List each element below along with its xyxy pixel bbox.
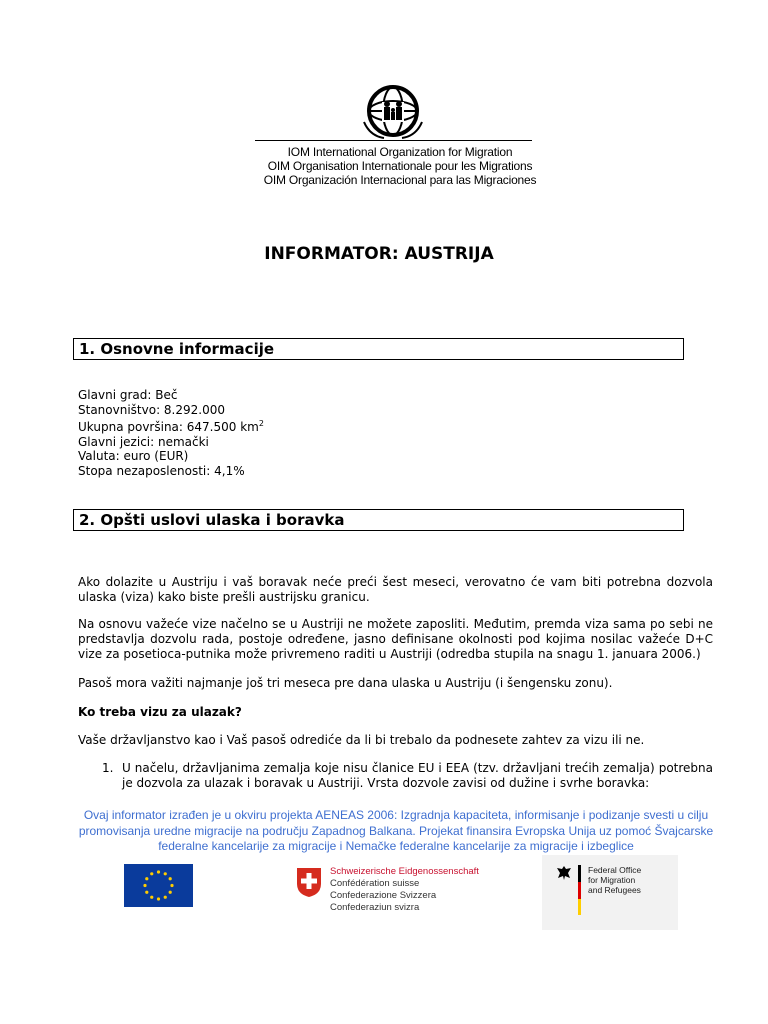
section-2-heading: 2. Opšti uslovi ulaska i boravka xyxy=(73,509,684,531)
document-title: INFORMATOR: AUSTRIJA xyxy=(264,244,494,264)
info-area-superscript: 2 xyxy=(258,419,264,428)
item-text: U načelu, državljanima zemalja koje nisu članice EU i EEA (tzv. državljani trećih zemalja) potrebna je dozvola za ulazak i boravak u Austriji. Vrsta dozvole zavisi od dužine i svrhe boravka: xyxy=(122,761,713,790)
swiss-line-fr: Confédération suisse xyxy=(330,878,420,889)
item-number: 1. xyxy=(102,761,114,775)
bamf-line-3: and Refugees xyxy=(588,885,641,895)
paragraph-stay: Ako dolazite u Austriju i vaš boravak neće preći šest meseci, verovatno će vam biti potrebna dozvola ulaska (viza) kako biste prešli austrijsku granicu. xyxy=(78,575,713,604)
swiss-line-de: Schweizerische Eidgenossenschaft xyxy=(330,866,479,877)
info-languages: Glavni jezici: nemački xyxy=(78,434,209,449)
section-1-heading: 1. Osnovne informacije xyxy=(73,338,684,360)
header-rule xyxy=(255,140,532,141)
swiss-cross-icon xyxy=(295,866,323,898)
german-flag-stripe xyxy=(578,865,581,915)
basic-info-list xyxy=(78,388,264,478)
bamf-logo xyxy=(542,855,678,930)
paragraph-passport: Pasoš mora važiti najmanje još tri meseca pre dana ulaska u Austriju (i šengensku zonu). xyxy=(78,676,613,690)
info-currency: Valuta: euro (EUR) xyxy=(78,449,189,463)
org-name-es: OIM Organización Internacional para las Migraciones xyxy=(263,173,537,187)
info-area xyxy=(78,417,264,435)
swiss-line-rm: Confederaziun svizra xyxy=(330,902,420,913)
eu-flag-logo xyxy=(124,864,193,907)
info-unemployment: Stopa nezaposlenosti: 4,1% xyxy=(78,463,245,478)
swiss-confederation-logo xyxy=(295,864,495,924)
paragraph-work: Na osnovu važeće vize načelno se u Austriji ne možete zaposliti. Međutim, premda viza sama po sebi ne predstavlja dozvolu rada, postoje određene, jasno definisane okolnosti pod kojima nosilac važeće D+C vize za posetioca-putnika može privremeno raditi u Austriji (odredba stupila na snagu 1. januara 2006.) xyxy=(78,617,713,661)
iom-logo xyxy=(360,84,426,140)
swiss-line-it: Confederazione Svizzera xyxy=(330,890,437,901)
bamf-line-1: Federal Office xyxy=(588,865,642,875)
info-area-text: Ukupna površina: 647.500 km xyxy=(78,420,259,434)
bamf-line-2: for Migration xyxy=(588,875,636,885)
org-name-en: IOM International Organization for Migration xyxy=(287,145,513,159)
footer-project-note: Ovaj informator izrađen je u okviru projekta AENEAS 2006: Izgradnja kapaciteta, informisanje i podizanje svesti u cilju promovisanja uredne migracije na području Zapadnog Balkana. Projekat finansira Evropska Unija uz pomoć Švajcarske federalne kancelarije za migracije i Nemačke federalne kancelarije za migracije i izbeglice xyxy=(78,808,714,853)
info-capital: Glavni grad: Beč xyxy=(78,388,178,402)
paragraph-citizenship: Vaše državljanstvo kao i Vaš pasoš odrediće da li bi trebalo da podnesete zahtev za vizu ili ne. xyxy=(78,733,645,747)
org-name-fr: OIM Organisation Internationale pour les Migrations xyxy=(267,159,533,173)
german-eagle-icon xyxy=(556,865,572,881)
numbered-item-1 xyxy=(102,761,713,791)
subheading-visa: Ko treba vizu za ulazak? xyxy=(78,705,242,719)
info-population: Stanovništvo: 8.292.000 xyxy=(78,402,225,417)
